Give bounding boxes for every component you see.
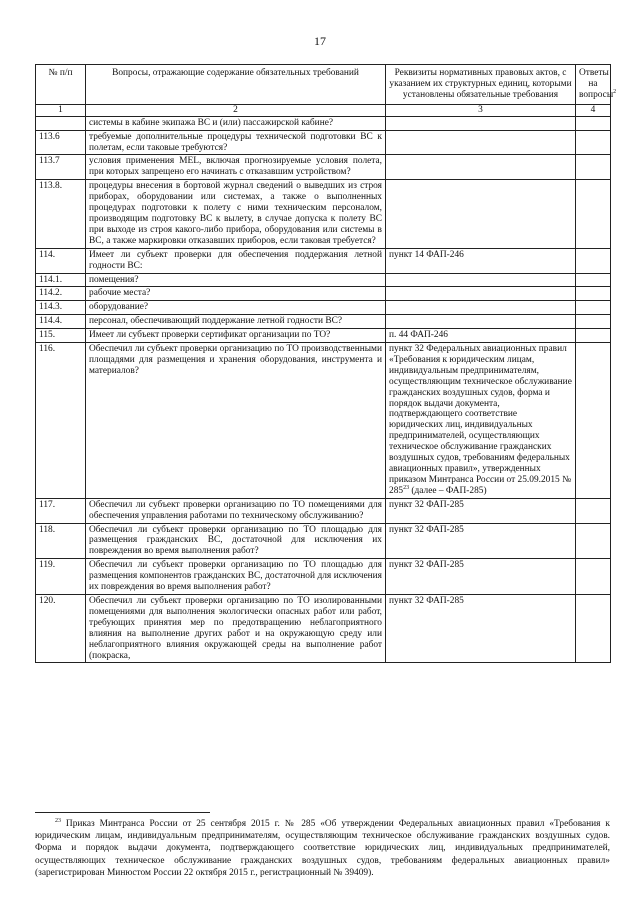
row-number: 117. xyxy=(36,498,86,523)
reference-footnote-mark: 23 xyxy=(403,484,410,491)
row-answer xyxy=(576,287,611,301)
row-legal-reference xyxy=(386,248,576,273)
reference-text: пункт 32 ФАП-285 xyxy=(389,499,464,510)
row-question: Имеет ли субъект проверки для обеспечения поддержания летной годности ВС: xyxy=(86,248,386,273)
table-row xyxy=(36,498,611,523)
table-row xyxy=(36,248,611,273)
row-answer xyxy=(576,523,611,559)
table-row xyxy=(36,116,611,130)
row-question: помещения? xyxy=(86,273,386,287)
column-index: 2 xyxy=(86,104,386,116)
row-number: 113.8. xyxy=(36,180,86,248)
row-number: 115. xyxy=(36,329,86,343)
table-row xyxy=(36,343,611,499)
row-answer xyxy=(576,329,611,343)
column-index: 1 xyxy=(36,104,86,116)
row-answer xyxy=(576,273,611,287)
footnote-separator xyxy=(35,812,210,813)
reference-text: пункт 14 ФАП-246 xyxy=(389,249,464,260)
row-question: условия применения MEL, включая прогнозируемые условия полета, при которых запрещено его начинать с отказавшим устройством? xyxy=(86,155,386,180)
table-row xyxy=(36,301,611,315)
row-number: 116. xyxy=(36,343,86,499)
row-number: 118. xyxy=(36,523,86,559)
row-legal-reference xyxy=(386,130,576,155)
table-row xyxy=(36,273,611,287)
row-answer xyxy=(576,130,611,155)
row-question: требуемые дополнительные процедуры технической подготовки ВС к полетам, если таковые требуются? xyxy=(86,130,386,155)
row-legal-reference xyxy=(386,155,576,180)
row-number: 114.4. xyxy=(36,315,86,329)
row-answer xyxy=(576,180,611,248)
column-index-row xyxy=(36,104,611,116)
row-legal-reference xyxy=(386,315,576,329)
reference-text: пункт 32 ФАП-285 xyxy=(389,595,464,606)
table-body xyxy=(36,116,611,663)
requirements-table xyxy=(35,64,617,663)
table-row xyxy=(36,594,611,662)
table-row xyxy=(36,329,611,343)
row-legal-reference xyxy=(386,559,576,595)
row-legal-reference xyxy=(386,523,576,559)
row-answer xyxy=(576,116,611,130)
row-number: 119. xyxy=(36,559,86,595)
row-question: Обеспечил ли субъект проверки организацию по ТО производственными площадями для размещения и хранения оборудования, инструмента и материалов? xyxy=(86,343,386,499)
row-question: процедуры внесения в бортовой журнал сведений о выведших из строя приборах, оборудовании или системах, а также о выполненных процедурах подготовки к полету с ними техническим персоналом, производящим подготовку ВС к вылету, в случае допуска к полету ВС при выходе из строя какого-либо прибора, оборудования или системы в ВС, а также маркировки отказавших приборов, если таковая требуется? xyxy=(86,180,386,248)
row-question: Имеет ли субъект проверки сертификат организации по ТО? xyxy=(86,329,386,343)
row-legal-reference xyxy=(386,180,576,248)
row-question: рабочие места? xyxy=(86,287,386,301)
table-row xyxy=(36,130,611,155)
reference-text: п. 44 ФАП-246 xyxy=(389,330,448,341)
row-question: Обеспечил ли субъект проверки организацию по ТО помещениями для обеспечения управления работами по техническому обслуживанию? xyxy=(86,498,386,523)
header-number: № п/п xyxy=(36,65,86,105)
table-row xyxy=(36,287,611,301)
row-number: 114.1. xyxy=(36,273,86,287)
footnote xyxy=(35,818,610,879)
row-legal-reference xyxy=(386,116,576,130)
footnote-text: Приказ Минтранса России от 25 сентября 2015 г. № 285 «Об утверждении Федеральных авиационных правил «Требования к юридическим лицам, индивидуальным предпринимателям, осуществляющим техническое обслуживание гражданских воздушных судов. Форма и порядок выдачи документа, подтверждающего соответствие юридических лиц, индивидуальных предпринимателей, осуществляющих техническое обслуживание гражданских воздушных судов, требованиям федеральных авиационных правил» (зарегистрирован Минюстом России 22 октября 2015 г., регистрационный № 39409). xyxy=(35,819,610,878)
row-answer xyxy=(576,559,611,595)
row-legal-reference xyxy=(386,594,576,662)
header-answers-footnote-mark: 2 xyxy=(613,88,617,95)
footnote-mark: 23 xyxy=(55,817,61,824)
row-answer xyxy=(576,594,611,662)
row-legal-reference xyxy=(386,273,576,287)
header-questions: Вопросы, отражающие содержание обязательных требований xyxy=(86,65,386,105)
row-legal-reference xyxy=(386,329,576,343)
page-number: 17 xyxy=(314,34,326,48)
row-legal-reference xyxy=(386,343,576,499)
row-answer xyxy=(576,315,611,329)
row-question: Обеспечил ли субъект проверки организацию по ТО изолированными помещениями для выполнения экологически опасных работ или работ, требующих принятия мер по предотвращению неблагоприятного влияния на выполнение других работ и на окружающую среду или неблагоприятного влияния окружающей среды на выполнение работ (покраска, xyxy=(86,594,386,662)
reference-text: пункт 32 ФАП-285 xyxy=(389,560,464,571)
row-answer xyxy=(576,301,611,315)
table-row xyxy=(36,315,611,329)
table-row xyxy=(36,155,611,180)
row-number: 114.3. xyxy=(36,301,86,315)
row-legal-reference xyxy=(386,287,576,301)
table-header-row xyxy=(36,65,611,105)
reference-text: пункт 32 ФАП-285 xyxy=(389,524,464,535)
row-number: 120. xyxy=(36,594,86,662)
table-row xyxy=(36,180,611,248)
row-number: 113.7 xyxy=(36,155,86,180)
row-legal-reference xyxy=(386,498,576,523)
header-answers xyxy=(576,65,617,105)
row-number: 114. xyxy=(36,248,86,273)
row-number: 113.6 xyxy=(36,130,86,155)
reference-text-after: (далее – ФАП-285) xyxy=(409,485,487,496)
row-legal-reference xyxy=(386,301,576,315)
row-number xyxy=(36,116,86,130)
table-row xyxy=(36,559,611,595)
row-number: 114.2. xyxy=(36,287,86,301)
table-row xyxy=(36,523,611,559)
column-index: 3 xyxy=(386,104,576,116)
row-question: Обеспечил ли субъект проверки организацию по ТО площадью для размещения компонентов гражданских ВС, достаточной для исключения их повреждения во время выполнения работ? xyxy=(86,559,386,595)
header-answers-text: Ответы на вопросы xyxy=(579,68,614,100)
header-legal-references: Реквизиты нормативных правовых актов, с указанием их структурных единиц, которыми установлены обязательные требования xyxy=(386,65,576,105)
row-question: персонал, обеспечивающий поддержание летной годности ВС? xyxy=(86,315,386,329)
row-answer xyxy=(576,498,611,523)
row-answer xyxy=(576,248,611,273)
row-answer xyxy=(576,155,611,180)
column-index: 4 xyxy=(576,104,611,116)
reference-text: пункт 32 Федеральных авиационных правил «Требования к юридическим лицам, индивидуальным предпринимателям, осуществляющим техническое обслуживание гражданских воздушных судов, форма и порядок выдачи документа, подтверждающего соответствие юридических лиц, индивидуальных предпринимателей, осуществляющих техническое обслуживание гражданских воздушных судов, требованиям федеральных авиационных правил», утвержденных приказом Минтранса России от 25.09.2015 № 285 xyxy=(389,344,572,496)
row-question: системы в кабине экипажа ВС и (или) пассажирской кабине? xyxy=(86,116,386,130)
row-question: оборудование? xyxy=(86,301,386,315)
row-answer xyxy=(576,343,611,499)
row-question: Обеспечил ли субъект проверки организацию по ТО площадью для размещения гражданских ВС, достаточной для исключения их повреждения во время выполнения работ? xyxy=(86,523,386,559)
